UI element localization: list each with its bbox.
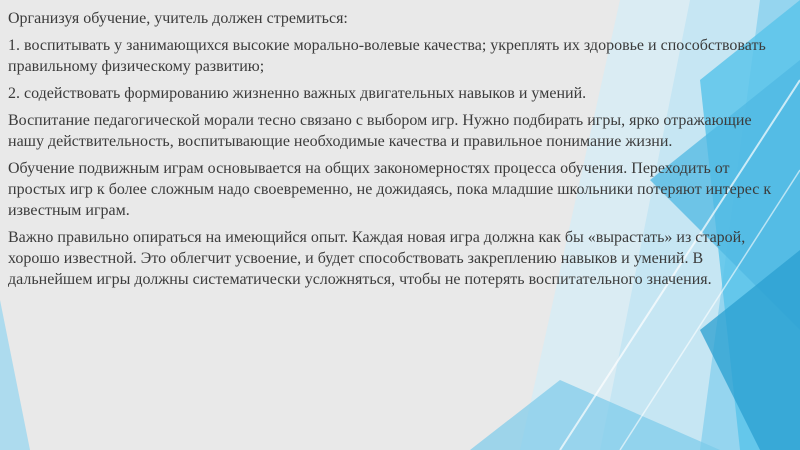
paragraph-item-1: 1. воспитывать у занимающихся высокие морально-волевые качества; укреплять их здоровье и способствовать правильному физическому развитию; [8, 37, 766, 75]
paragraph-item-2: 2. содействовать формированию жизненно важных двигательных навыков и умений. [8, 85, 587, 102]
paragraph-moral-education: Воспитание педагогической морали тесно связано с выбором игр. Нужно подбирать игры, ярко отражающие нашу действительность, воспитывающие необходимые качества и правильное понимание жизни. [8, 112, 752, 150]
paragraph-teaching-games: Обучение подвижным играм основывается на общих закономерностях процесса обучения. Переходить от простых игр к более сложным надо своевременно, не дожидаясь, пока младшие школьники потеряют интерес к известным играм. [8, 160, 772, 219]
paragraph-intro: Организуя обучение, учитель должен стремиться: [8, 10, 348, 27]
paragraph-experience: Важно правильно опираться на имеющийся опыт. Каждая новая игра должна как бы «вырастать» из старой, хорошо известной. Это облегчит усвоение, и будет способствовать закреплению навыков и умений. В дальнейшем игры должны систематически усложняться, чтобы не потерять воспитательного значения. [8, 229, 746, 288]
slide-text-block [8, 8, 788, 296]
